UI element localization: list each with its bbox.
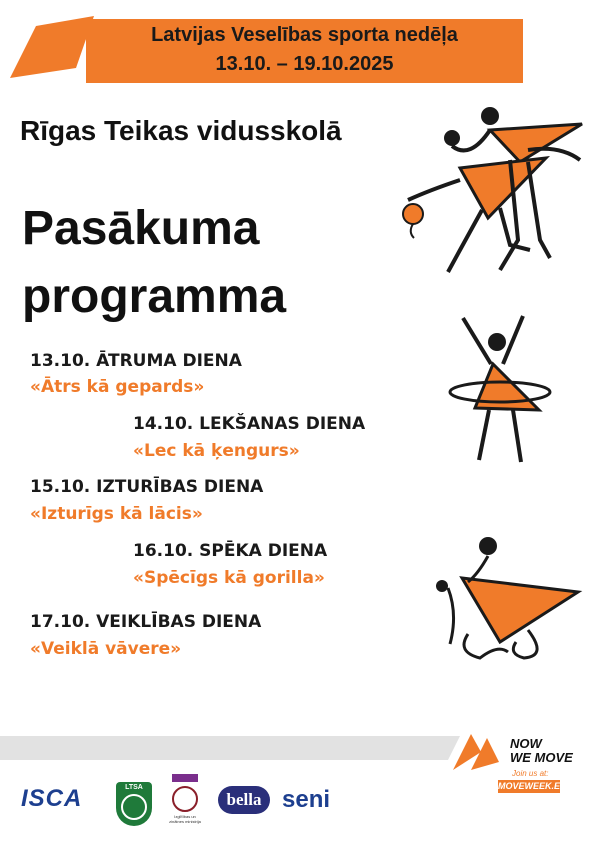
isca-logo: ISCA — [21, 785, 83, 812]
moveweek-link[interactable]: MOVEWEEK.EU — [498, 781, 567, 791]
ltsa-emblem-icon — [121, 794, 147, 820]
program-motto-3: «Izturīgs kā lācis» — [30, 504, 203, 524]
ministry-logo — [168, 774, 202, 830]
ltsa-logo-text: LTSA — [125, 784, 143, 791]
join-us-label: Join us at: — [512, 769, 549, 778]
program-day-5: 17.10. VEIKLĪBAS DIENA — [30, 612, 262, 632]
footer-band — [0, 736, 448, 760]
ltsa-logo — [116, 782, 152, 826]
program-motto-1: «Ātrs kā gepards» — [30, 377, 205, 397]
program-motto-2: «Lec kā ķengurs» — [133, 441, 300, 461]
school-name: Rīgas Teikas vidusskolā — [20, 115, 342, 146]
program-title-line2: programma — [22, 270, 287, 323]
nowwemove-line2: WE MOVE — [510, 750, 573, 765]
program-day-2: 14.10. LEKŠANAS DIENA — [133, 414, 366, 434]
ministry-flag-icon — [172, 774, 198, 782]
nowwemove-logo-icon — [451, 732, 501, 772]
program-day-3: 15.10. IZTURĪBAS DIENA — [30, 477, 264, 497]
program-motto-5: «Veiklā vāvere» — [30, 639, 182, 659]
corner-flag-icon — [6, 12, 96, 82]
event-dates: 13.10. – 19.10.2025 — [215, 53, 394, 75]
ministry-text: Izglītības un zinātnes ministrija — [169, 814, 201, 824]
hula-hoop-figure-icon — [445, 312, 555, 470]
basketball-figures-icon — [400, 100, 590, 280]
seni-logo: seni — [282, 786, 331, 813]
jumping-figure-icon — [428, 534, 588, 664]
event-title: Latvijas Veselības sporta nedēļa — [151, 24, 458, 46]
program-day-4: 16.10. SPĒKA DIENA — [133, 541, 328, 561]
program-day-1: 13.10. ĀTRUMA DIENA — [30, 351, 242, 371]
nowwemove-line1: NOW — [510, 736, 542, 751]
program-motto-4: «Spēcīgs kā gorilla» — [133, 568, 325, 588]
ministry-emblem-icon — [172, 786, 198, 812]
bella-logo: bella — [218, 786, 270, 814]
program-title-line1: Pasākuma — [22, 202, 260, 255]
